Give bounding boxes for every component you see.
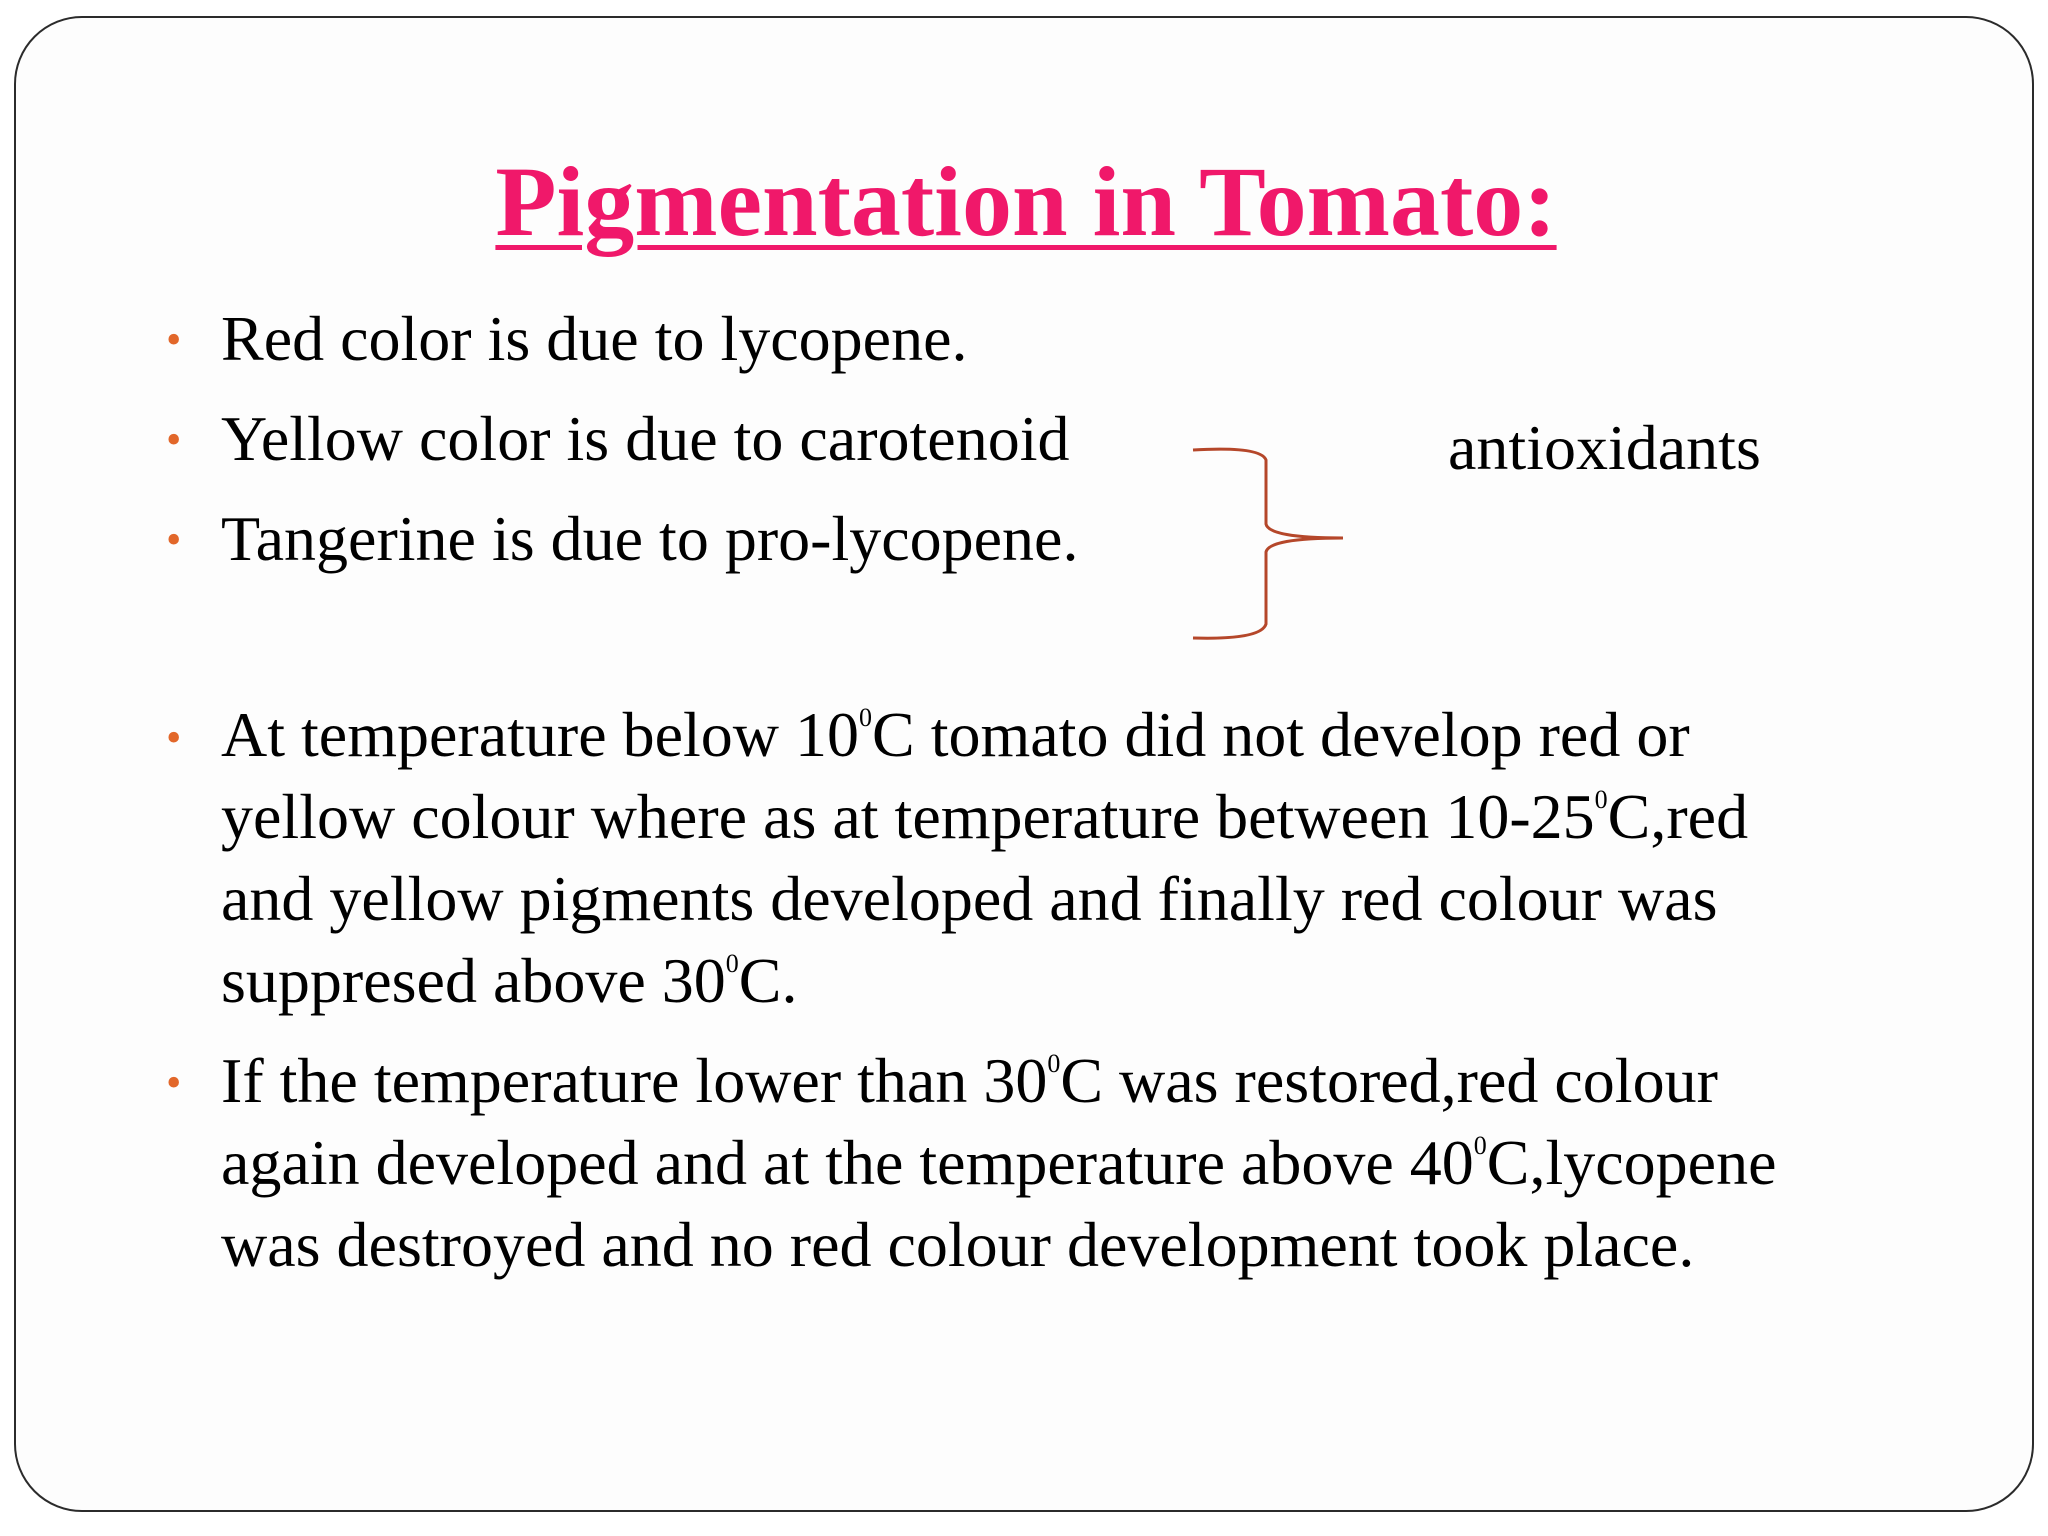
slide [14,16,2034,1512]
para2-line-1: If the temperature lower than $30^0C$ was restored,red colour [221,1045,1718,1116]
bullet-tangerine-prolycopene: Tangerine is due to pro-lycopene. [221,503,1079,574]
bullet-icon: • [166,515,182,564]
slide-title [2,142,2048,262]
para1-line-2: yellow colour where as at temperature between $10-25^0C,red$ [221,781,1749,852]
para1-line-4: suppresed above $30^0C$. [221,945,798,1016]
bullet-icon: • [166,713,182,762]
slide-title-text: Pigmentation in Tomato: [495,146,1557,257]
para2-line-3: was destroyed and no red colour development took place. [221,1209,1695,1280]
paragraph-temperature-restored [221,1040,1981,1286]
bullet-icon: • [166,415,182,464]
antioxidants-label: antioxidants [1448,412,1761,483]
bullet-yellow-carotenoid: Yellow color is due to carotenoid [221,403,1070,474]
bullet-red-lycopene: Red color is due to lycopene. [221,303,968,374]
para2-line-2: again developed and at the temperature above $40^0C,lycopene$ [221,1127,1777,1198]
para1-line-3: and yellow pigments developed and finally red colour was [221,863,1718,934]
paragraph-temperature-development [221,694,1981,1022]
para1-line-1: At temperature below $10^0C$ tomato did not develop red or [221,699,1690,770]
right-brace-icon [1191,438,1381,658]
bullet-icon: • [166,1058,182,1107]
bullet-icon: • [166,315,182,364]
